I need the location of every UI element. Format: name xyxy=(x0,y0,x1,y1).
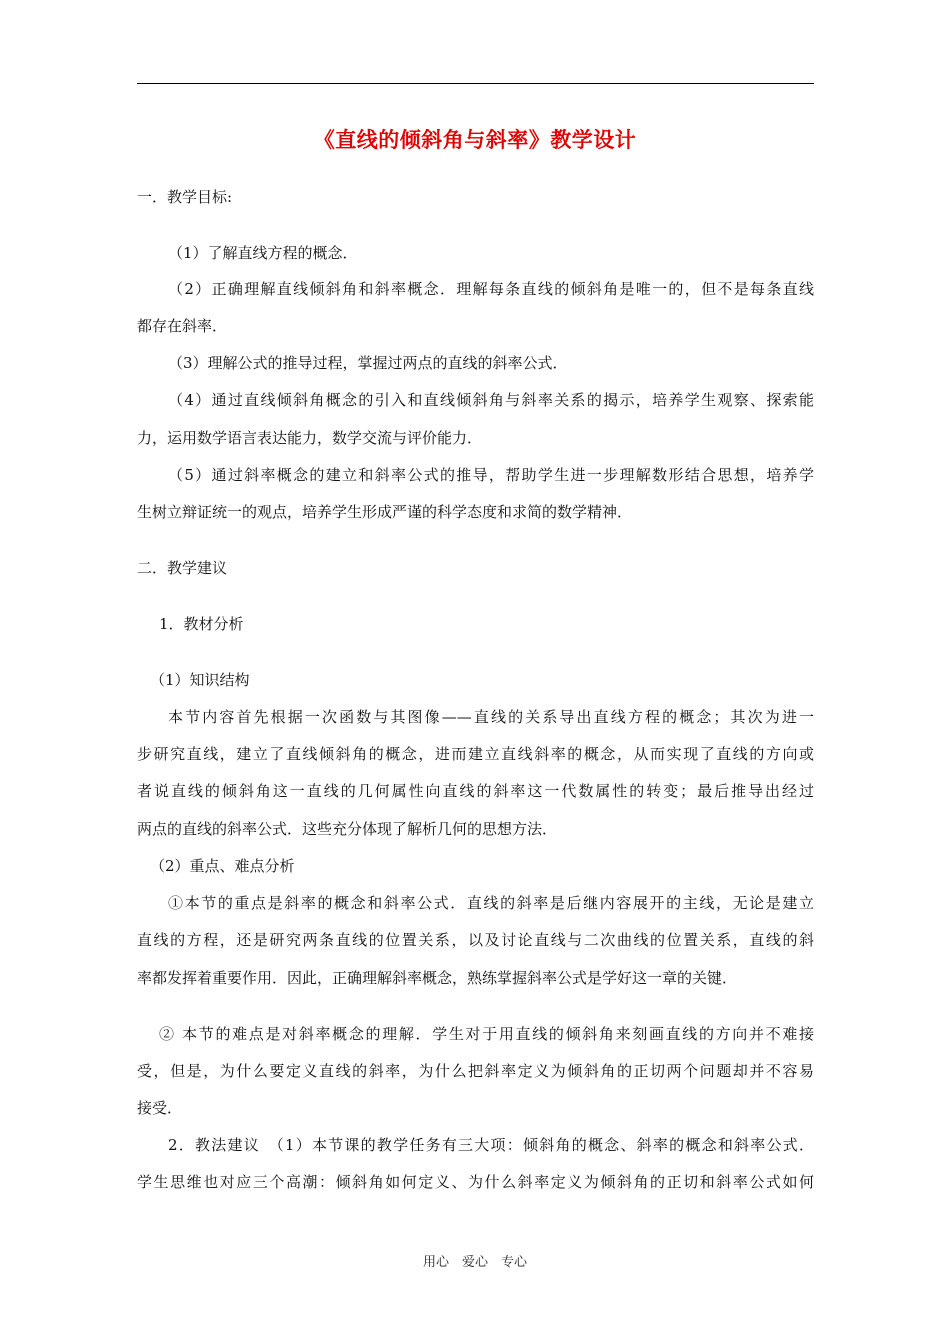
para3-line1: ② 本节的难点是对斜率概念的理解．学生对于用直线的倾斜角来刻画直线的方向并不难接 xyxy=(159,1025,814,1043)
subheading-textbook-analysis: 1．教材分析 xyxy=(159,615,244,633)
subheading-knowledge-structure: （1）知识结构 xyxy=(150,671,250,689)
para1-line4: 两点的直线的斜率公式．这些充分体现了解析几何的思想方法． xyxy=(137,820,558,838)
page-footer: 用心 爱心 专心 xyxy=(422,1255,527,1270)
para4-line2: 学生思维也对应三个高潮：倾斜角如何定义、为什么斜率定义为倾斜角的正切和斜率公式如何 xyxy=(137,1173,814,1191)
section2-heading: 二．教学建议 xyxy=(137,559,228,577)
para4-line1: 2．教法建议 （1）本节课的教学任务有三大项：倾斜角的概念、斜率的概念和斜率公式． xyxy=(168,1136,814,1154)
para2-line1: ①本节的重点是斜率的概念和斜率公式．直线的斜率是后继内容展开的主线，无论是建立 xyxy=(168,894,814,912)
para1-line1: 本节内容首先根据一次函数与其图像——直线的关系导出直线方程的概念；其次为进一 xyxy=(168,708,814,726)
para2-line2: 直线的方程，还是研究两条直线的位置关系，以及讨论直线与二次曲线的位置关系，直线的斜 xyxy=(137,931,814,949)
objective-5-line1: （5）通过斜率概念的建立和斜率公式的推导，帮助学生进一步理解数形结合思想，培养学 xyxy=(168,466,814,484)
objective-2-line1: （2）正确理解直线倾斜角和斜率概念．理解每条直线的倾斜角是唯一的，但不是每条直线 xyxy=(168,280,814,298)
objective-1: （1）了解直线方程的概念． xyxy=(168,244,358,262)
objective-3: （3）理解公式的推导过程，掌握过两点的直线的斜率公式． xyxy=(168,354,568,372)
para3-line3: 接受． xyxy=(137,1099,183,1117)
subheading-key-points: （2）重点、难点分析 xyxy=(150,857,295,875)
section1-heading: 一．教学目标: xyxy=(137,188,233,206)
objective-5-line2: 生树立辩证统一的观点，培养学生形成严谨的科学态度和求简的数学精神． xyxy=(137,503,633,521)
para1-line2: 步研究直线，建立了直线倾斜角的概念，进而建立直线斜率的概念，从而实现了直线的方向或 xyxy=(137,745,814,763)
para2-line3: 率都发挥着重要作用．因此，正确理解斜率概念，熟练掌握斜率公式是学好这一章的关键． xyxy=(137,969,738,987)
objective-4-line2: 力，运用数学语言表达能力，数学交流与评价能力． xyxy=(137,429,483,447)
para1-line3: 者说直线的倾斜角这一直线的几何属性向直线的斜率这一代数属性的转变；最后推导出经过 xyxy=(137,782,814,800)
objective-2-line2: 都存在斜率． xyxy=(137,317,228,335)
header-rule xyxy=(137,83,814,84)
para3-line2: 受，但是，为什么要定义直线的斜率，为什么把斜率定义为倾斜角的正切两个问题却并不容易 xyxy=(137,1062,814,1080)
document-title: 《直线的倾斜角与斜率》教学设计 xyxy=(313,128,637,152)
objective-4-line1: （4）通过直线倾斜角概念的引入和直线倾斜角与斜率关系的揭示，培养学生观察、探索能 xyxy=(168,391,814,409)
